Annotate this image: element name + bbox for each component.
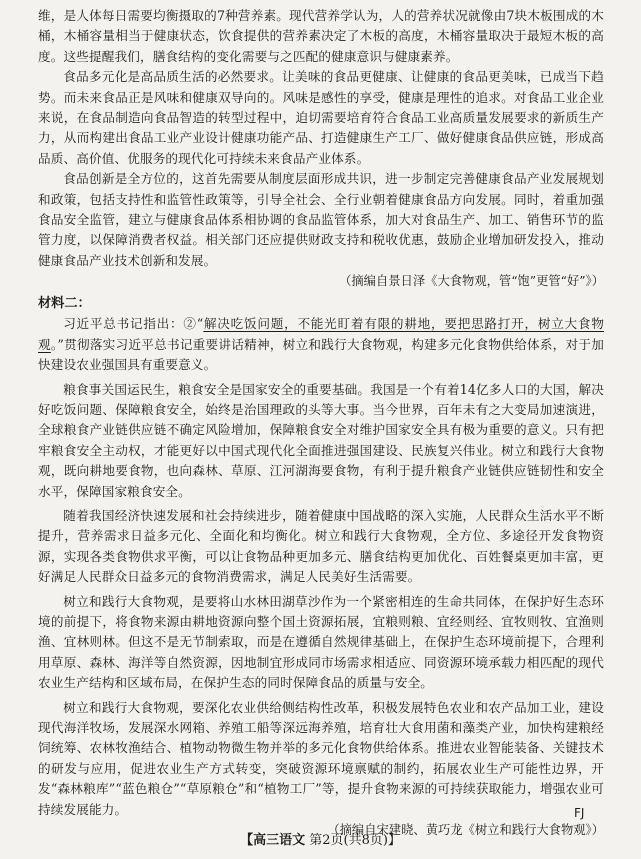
material2-paragraph-2: 随着我国经济快速发展和社会持续进步，随着健康中国战略的深入实施，人民群众生活水平不断提升，营养需求日益多元化、全面化和均衡化。树立和践行大食物观，全方位、多途径开发食物资源，实现各类食物供求平衡，可以让食物品种更加多元、膳食结构更加优化、百姓餐桌更加丰富，更好满足人民群众日益多元的食物消费需求，满足人民美好生活需要。 [38,507,604,585]
material1-paragraph-1: 维，是人体每日需要均衡摄取的7种营养素。现代营养学认为，人的营养状况就像由7块木板围成的木桶，木桶容量相当于健康状态，饮食提供的营养素决定了木板的高度，木桶容量取决于最短木板的高度。这些提醒我们，膳食结构的变化需要与之匹配的健康意识与健康素养。 [38,8,604,64]
material1-paragraph-3: 食品创新是全方位的，这首先需要从制度层面形成共识，进一步制定完善健康食品产业发展规划和政策，包括支持性和监管性政策等，引导全社会、全行业朝着健康食品方向发展。同时，着重加强食品安全监管，建立与健康食品体系相协调的食品监管体系，加大对食品生产、加工、销售环节的监管力度，以保障消费者权益。相关部门还应提供财政支持和税收优惠，鼓励企业增加研发投入，推动健康食品产业技术创新和发展。 [38,171,604,268]
material2-paragraph-1: 粮食事关国运民生，粮食安全是国家安全的重要基础。我国是一个有着14亿多人口的大国，解决好吃饭问题、保障粮食安全，始终是治国理政的头等大事。当今世界，百年未有之大变局加速演进，全球粮食产业链供应链不确定风险增加，保障粮食安全对维护国家安全具有极为重要的意义。只有把牢粮食安全主动权，才能更好以中国式现代化全面推进强国建设、民族复兴伟业。树立和践行大食物观，既向耕地要食物，也向森林、草原、江河湖海要食物，有利于提升粮食产业链供应链韧性和安全水平，保障国家粮食安全。 [38,381,604,499]
paper-code: FJ [574,806,585,820]
material2-paragraph-3: 树立和践行大食物观，是要将山水林田湖草沙作为一个紧密相连的生命共同体，在保护好生态环境的前提下，将食物来源由耕地资源向整个国土资源拓展，宜粮则粮、宜经则经、宜牧则牧、宜渔则渔、宜林则林。但这不是无节制索取，而是在遵循自然规律基础上，在保护生态环境前提下，合理利用草原、森林、海洋等自然资源，因地制宜形成同市场需求相适应、同资源环境承载力相匹配的现代农业生产结构和区域布局，在保护生态的同时保障食品的质量与安全。 [38,593,604,691]
page-footer [0,829,641,848]
quote-underlined: 解决吃饭问题，不能光盯着有限的耕地，要把思路打开，树立大食物观 [38,316,605,352]
footer-subject: 【高三语文 [240,833,306,848]
material1-paragraph-2: 食品多元化是高品质生活的必然要求。让美味的食品更健康、让健康的食品更美味，已成当下趋势。而未来食品正是风味和健康双导向的。风味是感性的享受，健康是理性的追求。对食品工业企业来说，在食品制造向食品智造的转型过程中，迫切需要培育符合食品工业高质量发展要求的新质生产力，从而构建出食品工业产业设计健康功能产品、打造健康生产工厂、做好健康食品供应链，形成高品质、高价值、优服务的现代化可持续未来食品产业体系。 [38,69,604,166]
material2-paragraph-4: 树立和践行大食物观，要深化农业供给侧结构性改革，积极发展特色农业和农产品加工业，建设现代海洋牧场，发展深水网箱、养殖工船等深远海养殖，培育壮大食用菌和藻类产业，加快构建粮经饲统筹、农林牧渔结合、植物动物微生物并举的多元化食物供给体系。推进农业智能装备、关键技术的研发与应用，促进农业生产方式转变，突破资源环境禀赋的制约，拓展农业生产可能性边界，开发“森林粮库”“蓝色粮仓”“草原粮仓”和“植物工厂”等，提升食物来源的可持续获取能力，增强农业可持续发展能力。 [38,699,604,817]
material1-source: （摘编自景日泽《大食物观，管“饱”更管“好”》） [339,274,604,289]
quote-lead: 习近平总书记指出：②“ [63,316,204,332]
material2-source: （摘编自宋建晓、黄巧龙《树立和践行大食物观》） [327,823,604,838]
footer-page-info: 第2页(共8页)】 [309,833,401,848]
material2-quote-paragraph [38,314,604,375]
material2-heading: 材料二： [38,296,91,312]
quote-tail: 。”贯彻落实习近平总书记重要讲话精神，树立和践行大食物观，构建多元化食物供给体系，对于加快建设农业强国具有重要意义。 [38,336,604,373]
exam-page [38,6,604,842]
